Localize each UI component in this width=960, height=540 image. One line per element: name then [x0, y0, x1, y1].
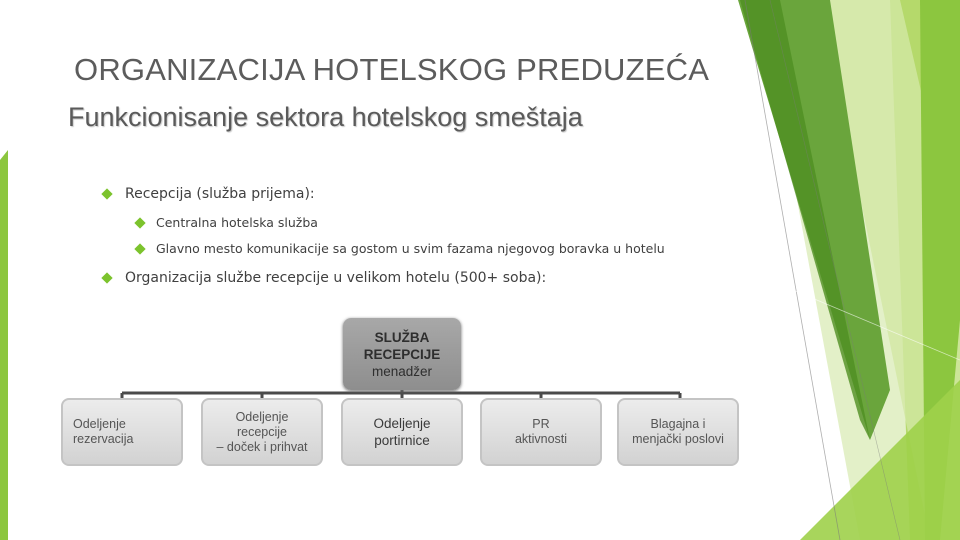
org-child-pr-aktivnosti	[480, 398, 602, 466]
org-child-portirnica	[341, 398, 463, 466]
child-line2: portirnice	[374, 433, 430, 448]
bullet-text: Organizacija službe recepcije u velikom hotelu (500+ soba):	[125, 270, 547, 286]
slide-subtitle: Funkcionisanje sektora hotelskog smeštaja	[68, 102, 583, 132]
bullet-text: Recepcija (služba prijema):	[125, 186, 315, 202]
root-line1: SLUŽBA	[374, 329, 430, 345]
child-line3: – doček i prihvat	[216, 439, 308, 454]
org-root-sluzba-recepcije	[343, 318, 461, 390]
org-child-blagajna	[617, 398, 739, 466]
subbullet-text: Centralna hotelska služba	[156, 215, 318, 230]
child-line2: recepcije	[236, 424, 288, 439]
child-line2: rezervacija	[73, 432, 134, 446]
org-child-recepcija	[201, 398, 323, 466]
slide-title: ORGANIZACIJA HOTELSKOG PREDUZEĆA	[74, 52, 710, 87]
child-line1: PR	[532, 417, 550, 431]
child-line2: menjački poslovi	[632, 432, 724, 446]
child-line2: aktivnosti	[514, 432, 568, 446]
child-line1: Odeljenje	[235, 409, 289, 424]
child-line1: Odeljenje	[73, 417, 126, 431]
org-child-rezervacija	[61, 398, 183, 466]
root-line3: menadžer	[371, 363, 433, 379]
child-line1: Odeljenje	[373, 416, 431, 431]
root-line2: RECEPCIJE	[363, 346, 441, 362]
child-line1: Blagajna i	[650, 417, 706, 431]
subbullet-text: Glavno mesto komunikacije sa gostom u svim fazama njegovog boravka u hotelu	[156, 241, 665, 256]
